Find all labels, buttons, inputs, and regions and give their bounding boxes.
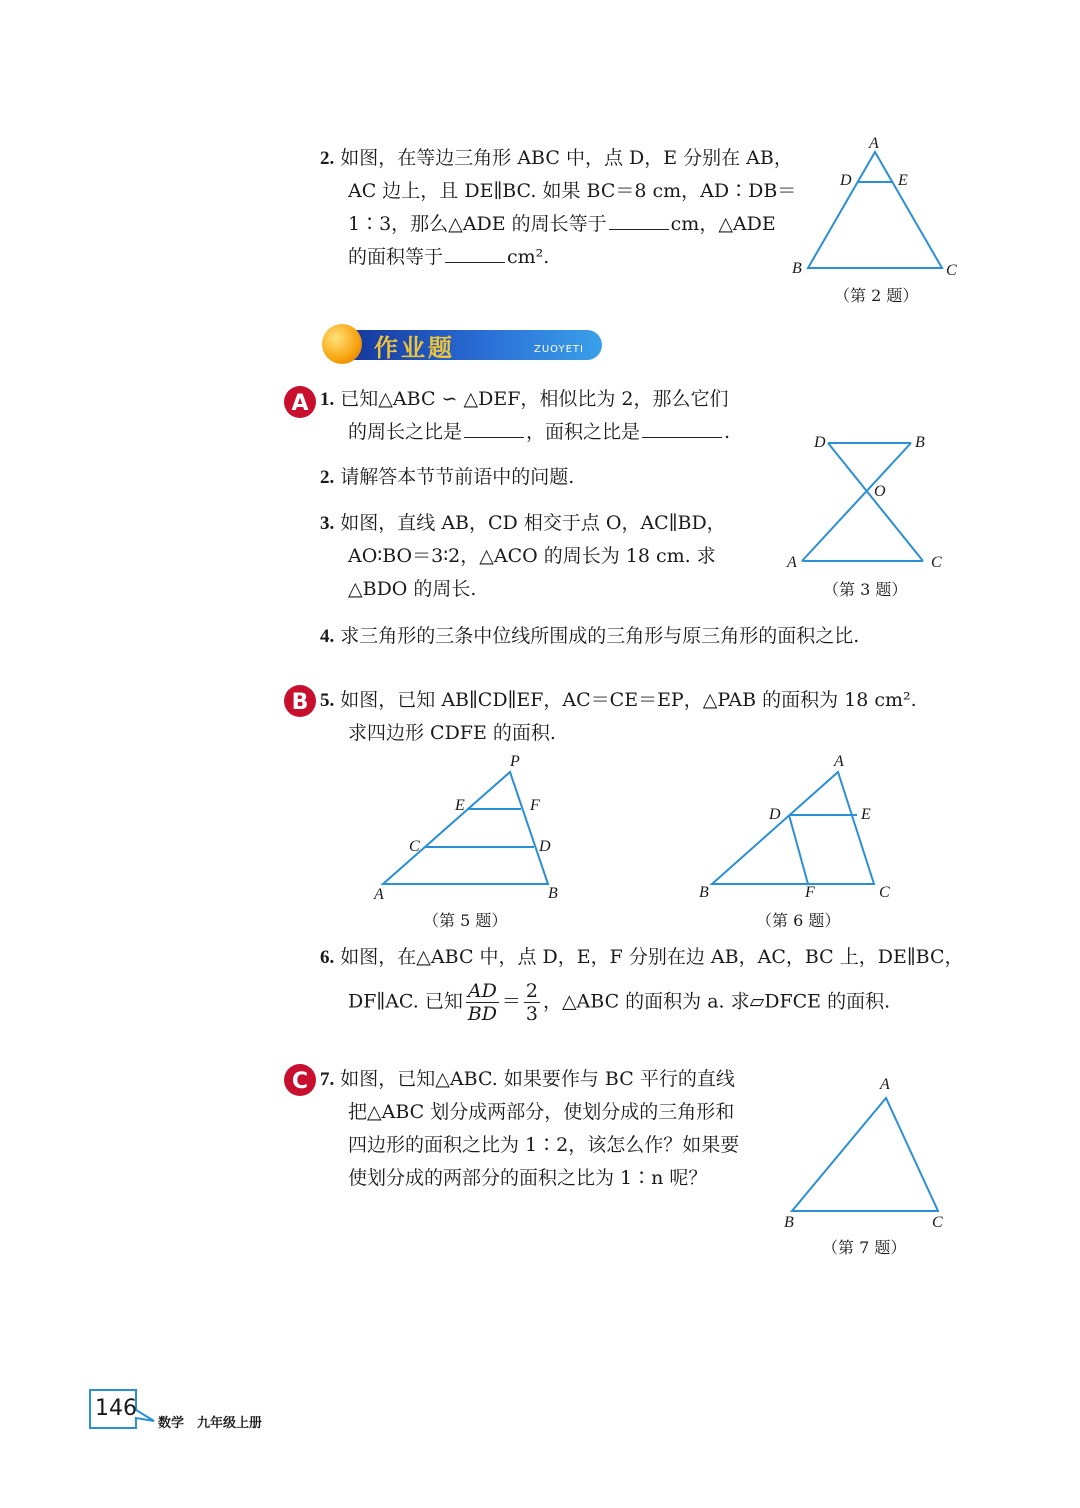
q3-text [320,507,726,606]
q3-line2: AO∶BO＝3∶2，△ACO 的周长为 18 cm. 求 [348,545,716,567]
q7-line3: 四边形的面积之比为 1∶2，该怎么作？如果要 [348,1134,740,1156]
q3-label-c: C [931,554,942,571]
banner-orb-icon [322,324,362,364]
level-b-letter: B [291,690,309,715]
qb2-text [320,461,574,494]
q6-label-a: A [834,753,844,770]
q6-figure [700,760,890,895]
q2-label-c: C [946,262,957,279]
q5-caption: （第 5 题） [423,911,508,930]
q6-caption: （第 6 题） [756,911,841,930]
q6-label-d: D [769,806,781,823]
q5-triangle [383,772,548,884]
q5-label-e: E [455,797,465,814]
q4-number: 4. [320,626,335,647]
q6-line2: DF∥AC. 已知 $\frac{AD}{BD}$ ＝ $\frac{2}{3}$ ，△ABC 的面积为 a. 求▱DFCE 的面积. [348,980,891,1025]
q7-line2: 把△ABC 划分成两部分，使划分成的三角形和 [348,1101,735,1123]
q4-line: 求三角形的三条中位线所围成的三角形与原三角形的面积之比. [340,625,860,647]
q5-line1: 如图，已知 AB∥CD∥EF，AC＝CE＝EP，△PAB 的面积为 18 cm². [340,689,917,711]
q3-caption: （第 3 题） [823,580,908,599]
qb2-number: 2. [320,467,335,488]
q4-text [320,620,859,653]
q5-label-p: P [510,753,520,770]
q2-text [320,142,796,274]
q6-label-b: B [699,884,709,901]
q2-triangle [808,152,942,268]
q1-number: 1. [320,389,335,410]
qb2-line: 请解答本节节前语中的问题. [340,466,575,488]
q5-line2: 求四边形 CDFE 的面积. [348,722,556,744]
q2-line4: 的面积等于 cm². [348,246,550,268]
q2-label-d: D [840,172,852,189]
level-a-letter: A [291,391,309,416]
q7-label-a: A [880,1076,890,1093]
q7-text [320,1063,739,1195]
page-number: 146 [95,1396,137,1421]
level-c-badge [283,1063,317,1097]
q5-label-a: A [374,886,384,903]
q6-segment-df [789,815,808,884]
book-title: 数学 九年级上册 [158,1416,263,1431]
q3-segment-dc [828,443,923,561]
q6-label-c: C [879,884,890,901]
q5-label-f: F [530,797,540,814]
q2-line2: AC 边上，且 DE∥BC. 如果 BC＝8 cm，AD∶DB＝ [348,180,797,202]
q2-label-b: B [792,260,802,277]
q7-number: 7. [320,1069,335,1090]
q2-number: 2. [320,148,335,169]
q1-line1: 已知△ABC ∽ △DEF，相似比为 2，那么它们 [340,388,729,410]
q2-line1: 如图，在等边三角形 ABC 中，点 D，E 分别在 AB， [340,147,793,169]
q7-label-b: B [784,1214,794,1231]
q2-caption: （第 2 题） [834,286,919,305]
q3-label-b: B [915,434,925,451]
q3-label-d: D [814,434,826,451]
banner-title: 作业题 [374,334,455,362]
q5-number: 5. [320,690,335,711]
banner-subtitle: ZUOYETI [534,344,584,355]
q6-label-e: E [861,806,871,823]
q3-label-a: A [787,554,797,571]
q2-figure [800,140,960,280]
q5-text [320,684,917,750]
q2-label-e: E [898,172,908,189]
q3-segment-ab [802,443,911,561]
q3-number: 3. [320,513,335,534]
q3-label-o: O [874,483,886,500]
q5-figure [370,760,570,895]
homework-banner [322,322,604,364]
q5-label-c: C [409,838,420,855]
q1-line2: 的周长之比是 ，面积之比是 . [348,421,731,443]
level-a-badge [283,385,317,419]
q6-label-f: F [805,884,815,901]
level-c-letter: C [291,1069,309,1094]
q6-number: 6. [320,947,335,968]
q7-figure [785,1085,955,1225]
q7-label-c: C [932,1214,943,1231]
q6-text [320,941,964,1025]
q2-line3: 1∶3，那么△ADE 的周长等于 cm，△ADE [348,213,776,235]
q3-line1: 如图，直线 AB，CD 相交于点 O，AC∥BD， [340,512,726,534]
q3-line3: △BDO 的周长. [348,578,477,600]
q7-line4: 使划分成的两部分的面积之比为 1∶n 呢？ [348,1167,708,1189]
level-b-badge [283,684,317,718]
q7-triangle [792,1098,938,1211]
q6-fraction-2-3: $\frac{2}{3}$ [525,980,538,1025]
q1-text [320,383,730,449]
q6-line1: 如图，在△ABC 中，点 D，E，F 分别在边 AB，AC，BC 上，DE∥BC， [340,946,964,968]
q2-label-a: A [869,135,879,152]
q7-line1: 如图，已知△ABC. 如果要作与 BC 平行的直线 [340,1068,735,1090]
q6-fraction-ad-bd: $\frac{AD}{BD}$ [467,980,497,1025]
q5-label-d: D [539,838,551,855]
q5-label-b: B [548,885,558,902]
q7-caption: （第 7 题） [822,1238,907,1257]
